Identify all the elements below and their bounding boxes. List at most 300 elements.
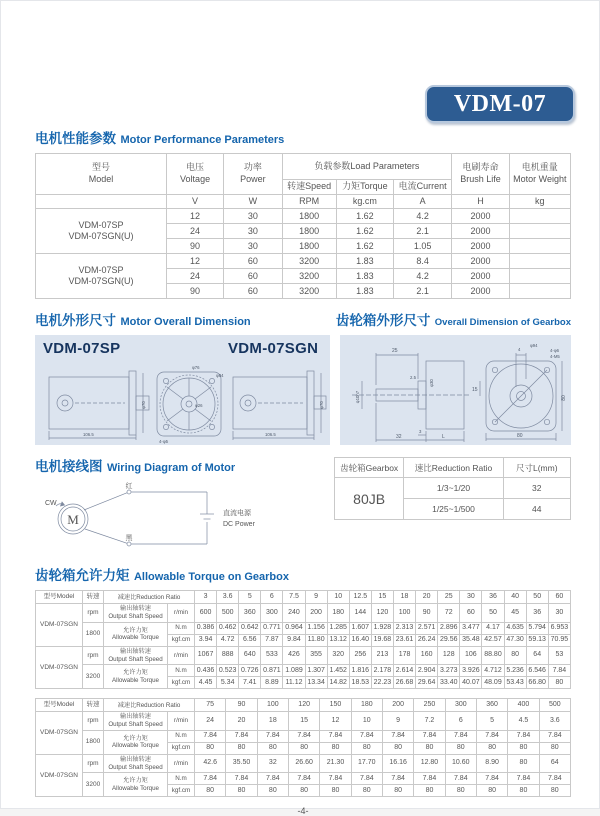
table-cell: 7.84 <box>257 773 288 785</box>
table-cell: 7.84 <box>226 773 257 785</box>
table-row <box>36 773 571 785</box>
dim-gb-L: L <box>441 434 445 441</box>
unit-brush-life: H <box>452 194 509 209</box>
table-cell: 5.236 <box>504 665 526 677</box>
table-cell: 29.64 <box>416 677 438 689</box>
motor-dimension-panel <box>35 335 330 445</box>
table-cell: 1.307 <box>305 665 327 677</box>
element <box>84 492 129 510</box>
table-cell: 80 <box>508 742 539 754</box>
element: 电机接线图 <box>35 459 103 475</box>
table-cell: 3 <box>195 591 217 604</box>
table-cell: 2000 <box>452 209 509 224</box>
table-cell: 1.62 <box>336 239 393 254</box>
table-cell: 7.84 <box>257 730 288 742</box>
table-cell: 3.273 <box>438 665 460 677</box>
table-cell: 0.964 <box>283 622 305 634</box>
table-cell: 3.926 <box>460 665 482 677</box>
table-cell <box>509 269 570 284</box>
table-cell: 0.642 <box>239 622 261 634</box>
cw-arrow-icon <box>56 502 65 506</box>
table-cell: 1.285 <box>327 622 349 634</box>
table-cell: 16.16 <box>382 754 413 773</box>
table-cell: 8.89 <box>261 677 283 689</box>
motor-front-view <box>157 372 221 436</box>
unit-voltage: V <box>166 194 223 209</box>
motor-panel-label-sp: VDM-07SP <box>43 340 121 358</box>
dim-gb-bolt-circle: φ94 <box>529 343 538 349</box>
dim-gb-shaft: φ10h7 <box>354 391 360 404</box>
table-cell: 80 <box>226 785 257 797</box>
element <box>163 425 168 430</box>
table-cell: 64 <box>526 646 548 665</box>
table-cell: 输出轴转速 Output Shaft Speed <box>104 712 168 731</box>
table-cell: 600 <box>195 604 217 623</box>
table-cell: 9.84 <box>283 634 305 646</box>
table-cell: 1.05 <box>393 239 451 254</box>
table-cell: 7.5 <box>283 591 305 604</box>
table-cell: 80 <box>548 677 570 689</box>
table-cell: 250 <box>414 699 445 712</box>
table-cell: 7.84 <box>508 773 539 785</box>
table-cell: 80 <box>226 742 257 754</box>
table-cell: 40 <box>504 591 526 604</box>
dim-motor-holes: 4-φ5 <box>159 439 168 445</box>
table-section <box>36 154 571 209</box>
table-cell: 25 <box>438 591 460 604</box>
table-cell: 13.12 <box>327 634 349 646</box>
wiring-section <box>35 455 334 558</box>
gb-model: 80JB <box>334 478 404 520</box>
motor-panel-label-sgn: VDM-07SGN <box>228 340 319 358</box>
table-cell: 48.09 <box>482 677 504 689</box>
table-section <box>36 699 571 712</box>
performance-table-body <box>36 209 571 299</box>
table-cell: 32 <box>257 754 288 773</box>
table-cell: 7.84 <box>320 730 351 742</box>
table-cell: 4.635 <box>504 622 526 634</box>
table-cell: 5.794 <box>526 622 548 634</box>
table-cell: 35.50 <box>226 754 257 773</box>
table-cell: VDM-07SGN <box>36 604 83 647</box>
table-cell: 7.84 <box>195 773 226 785</box>
table-cell: 500 <box>539 699 570 712</box>
table-cell: 2.1 <box>393 284 451 299</box>
table-cell: 2000 <box>452 239 509 254</box>
table-cell: 72 <box>438 604 460 623</box>
table-cell: 3.477 <box>460 622 482 634</box>
table-cell: 0.726 <box>239 665 261 677</box>
table-cell: 允许力矩 Allowable Torque <box>104 773 168 797</box>
table-cell <box>509 209 570 224</box>
table-cell: 80 <box>320 785 351 797</box>
table-cell: 42.57 <box>482 634 504 646</box>
table-cell: N.m <box>168 665 195 677</box>
element: Brush Life <box>460 173 501 184</box>
table-cell: 4.17 <box>482 622 504 634</box>
table-cell: 7.84 <box>548 665 570 677</box>
table-cell <box>509 224 570 239</box>
element <box>240 395 256 411</box>
table-cell: 26.60 <box>288 754 319 773</box>
table-cell: 1.83 <box>336 254 393 269</box>
table-cell: 60 <box>224 284 282 299</box>
table-row <box>334 478 570 499</box>
table-cell: 1.452 <box>327 665 349 677</box>
table-cell: 1.607 <box>349 622 371 634</box>
table-cell: r/min <box>168 604 195 623</box>
table-cell: 10.60 <box>445 754 476 773</box>
table-cell: 180 <box>327 604 349 623</box>
table-cell: VDM-07SP VDM-07SGN(U) <box>36 254 167 299</box>
dimension-titles-row <box>35 309 571 335</box>
table-cell: 型号Model <box>36 591 83 604</box>
table-cell: 26.68 <box>393 677 415 689</box>
table-cell: 80 <box>445 785 476 797</box>
table-cell: 7.84 <box>288 773 319 785</box>
table-cell: rpm <box>83 712 104 731</box>
table-cell: 26.24 <box>416 634 438 646</box>
table-cell: 7.84 <box>476 730 507 742</box>
table-cell: 3200 <box>83 773 104 797</box>
table-cell: 3200 <box>282 269 336 284</box>
table-cell: 2.313 <box>393 622 415 634</box>
table-cell: 59.13 <box>526 634 548 646</box>
table-cell: 12 <box>166 209 223 224</box>
table-cell: N.m <box>168 730 195 742</box>
table-cell: 3200 <box>282 254 336 269</box>
element: 齿轮箱允许力矩 <box>35 568 130 584</box>
table-cell: 7.84 <box>445 773 476 785</box>
table-cell: 4.2 <box>393 269 451 284</box>
table-cell: 53 <box>548 646 570 665</box>
table-cell: 30 <box>224 224 282 239</box>
table-cell: 14.82 <box>327 677 349 689</box>
table-cell: 3200 <box>282 284 336 299</box>
dim-gb-taps: 4-M5 <box>549 354 560 360</box>
table-cell: 80 <box>508 785 539 797</box>
dim-gb-holes: 4-φ6 <box>549 348 559 354</box>
col-header-voltage <box>166 154 223 195</box>
table-cell: 7.87 <box>261 634 283 646</box>
table-cell: 7.84 <box>508 730 539 742</box>
table-cell: 33.40 <box>438 677 460 689</box>
dim-gb-2-5: 2.5 <box>409 375 416 381</box>
gb-ratio-2: 1/25~1/500 <box>404 499 503 520</box>
table-cell: 6 <box>445 712 476 731</box>
table-cell: 2000 <box>452 269 509 284</box>
table-cell: 0.871 <box>261 665 283 677</box>
table-row <box>36 646 571 665</box>
table-cell: 0.771 <box>261 622 283 634</box>
table-cell: 80 <box>382 785 413 797</box>
allowable-torque-table-1 <box>35 590 571 689</box>
table-cell: 5 <box>239 591 261 604</box>
table-cell: 1800 <box>282 209 336 224</box>
table-cell: 80 <box>257 785 288 797</box>
cw-rotation-label: CW <box>45 500 57 508</box>
table-cell: 50 <box>526 591 548 604</box>
table-cell: 2.178 <box>371 665 393 677</box>
element <box>61 502 65 506</box>
table-cell: 2000 <box>452 254 509 269</box>
table-cell: 7.84 <box>195 730 226 742</box>
model-badge-text: VDM-07 <box>453 90 547 117</box>
element <box>167 387 183 399</box>
table-cell: kgf.cm <box>168 634 195 646</box>
dimension-panels <box>35 335 571 445</box>
motor-side-view-sgn <box>233 371 326 440</box>
col-header-brush-life <box>452 154 509 195</box>
table-cell: 106 <box>460 646 482 665</box>
col-header-power <box>224 154 282 195</box>
element <box>209 379 214 384</box>
table-cell: 45 <box>504 604 526 623</box>
table-cell: 7.41 <box>239 677 261 689</box>
motor-dimension-title <box>35 309 336 330</box>
table-cell: 7.84 <box>382 773 413 785</box>
table-cell: 0.436 <box>195 665 217 677</box>
table-cell: 7.84 <box>539 773 570 785</box>
element: Motor Overall Dimension <box>120 316 251 329</box>
table-cell: 60 <box>548 591 570 604</box>
element <box>544 420 549 425</box>
table-cell: 42.6 <box>195 754 226 773</box>
table-cell: 80 <box>539 785 570 797</box>
table-cell: 80 <box>288 785 319 797</box>
element <box>62 400 68 406</box>
table-cell: 640 <box>239 646 261 665</box>
dim-gb-boss: φ30 <box>428 379 434 388</box>
table-cell: 转速 <box>83 591 104 604</box>
table-row <box>36 699 571 712</box>
table-cell: 7.84 <box>476 773 507 785</box>
table-cell: 240 <box>283 604 305 623</box>
table-row <box>36 209 571 224</box>
col-header-torque: 力矩Torque <box>336 180 393 195</box>
table-cell: 18.53 <box>349 677 371 689</box>
table-cell: kgf.cm <box>168 785 195 797</box>
table-cell: 12 <box>320 712 351 731</box>
dim-gb-width: 80 <box>516 433 523 440</box>
table-row <box>36 604 571 623</box>
table-cell: 80 <box>351 785 382 797</box>
table-cell: 减速比Reduction Ratio <box>104 699 195 712</box>
table-cell: 允许力矩 Allowable Torque <box>104 622 168 646</box>
table-cell: 21.30 <box>320 754 351 773</box>
table-cell: r/min <box>168 754 195 773</box>
table-cell: 100 <box>257 699 288 712</box>
table-cell: kgf.cm <box>168 742 195 754</box>
table-cell: 7.2 <box>414 712 445 731</box>
table-cell: 66.80 <box>526 677 548 689</box>
table-cell: 1800 <box>282 239 336 254</box>
wiring-section-title <box>35 455 334 476</box>
table-cell: 3.94 <box>195 634 217 646</box>
table-cell: 80 <box>539 742 570 754</box>
table-cell: 1.816 <box>349 665 371 677</box>
table-row <box>36 754 571 773</box>
table-cell: 80 <box>476 742 507 754</box>
table-cell: 2.904 <box>416 665 438 677</box>
element: 电刷寿命 <box>462 162 499 173</box>
table-cell <box>36 194 167 209</box>
dim-gb-25: 25 <box>391 348 398 355</box>
table-cell: 19.68 <box>371 634 393 646</box>
table-cell: 7.84 <box>539 730 570 742</box>
table-cell: 4.5 <box>508 712 539 731</box>
table-cell: 1.83 <box>336 269 393 284</box>
table-cell: 18 <box>393 591 415 604</box>
element: 功率 <box>243 162 262 173</box>
gb-ratio-1: 1/3~1/20 <box>404 478 503 499</box>
dim-motor-height-sp: φ70 <box>141 401 146 410</box>
torque-section-title <box>35 564 571 585</box>
table-cell: 400 <box>508 699 539 712</box>
table-cell: 0.462 <box>217 622 239 634</box>
table-cell: 90 <box>226 699 257 712</box>
table-cell: 70.95 <box>548 634 570 646</box>
table-cell: 9 <box>305 591 327 604</box>
table-cell: 6.546 <box>526 665 548 677</box>
element: 电机重量 <box>521 162 558 173</box>
table-row <box>36 154 571 180</box>
dim-motor-shaft: φ26 <box>195 403 203 409</box>
table-cell: 7.84 <box>226 730 257 742</box>
table-cell: 1.62 <box>336 224 393 239</box>
table-cell: 80 <box>414 742 445 754</box>
table-row <box>36 665 571 677</box>
table-cell: 输出轴转速 Output Shaft Speed <box>104 604 168 623</box>
table-cell: 型号Model <box>36 699 83 712</box>
table-cell: 8.4 <box>393 254 451 269</box>
table-cell: 80 <box>195 785 226 797</box>
col-header-load-parameters: 负载参数Load Parameters <box>282 154 452 180</box>
table-cell: 24 <box>166 224 223 239</box>
table-cell: 1.83 <box>336 284 393 299</box>
torque-section <box>35 564 571 797</box>
table-cell: rpm <box>83 646 104 665</box>
table-cell: 36 <box>526 604 548 623</box>
table-cell: 2.896 <box>438 622 460 634</box>
wiring-lines <box>84 490 207 546</box>
dim-motor-length-sgn: 106.5 <box>265 432 276 438</box>
table-cell: 3.6 <box>539 712 570 731</box>
table-cell: 360 <box>239 604 261 623</box>
performance-section-title <box>35 127 571 148</box>
table-cell: 4.45 <box>195 677 217 689</box>
unit-torque: kg.cm <box>336 194 393 209</box>
table-cell: 7.84 <box>351 773 382 785</box>
motor-symbol-letter: M <box>67 512 79 528</box>
dim-motor-flange: φ76 <box>192 365 200 371</box>
dim-gb-key: 4 <box>517 347 521 353</box>
table-cell: N.m <box>168 622 195 634</box>
table-cell: 转速 <box>83 699 104 712</box>
table-cell: 6 <box>261 591 283 604</box>
table-cell: 300 <box>261 604 283 623</box>
table-cell: 144 <box>349 604 371 623</box>
table-cell: 7.84 <box>351 730 382 742</box>
table-cell: 80 <box>351 742 382 754</box>
table-cell: 1.156 <box>305 622 327 634</box>
gearbox-size-table <box>334 457 571 520</box>
table-cell: 1800 <box>83 730 104 754</box>
element <box>195 409 211 421</box>
unit-weight: kg <box>509 194 570 209</box>
unit-speed: RPM <box>282 194 336 209</box>
element <box>163 379 168 384</box>
table-cell: 输出轴转速 Output Shaft Speed <box>104 646 168 665</box>
table-cell: 8.90 <box>476 754 507 773</box>
table-cell: 64 <box>539 754 570 773</box>
element: 电机外形尺寸 <box>35 313 116 329</box>
table-cell: 355 <box>305 646 327 665</box>
gearbox-dimension-drawing <box>340 335 572 445</box>
table-cell: 7.84 <box>445 730 476 742</box>
dim-motor-length-sp: 106.5 <box>83 432 94 438</box>
page-header <box>35 1 571 127</box>
table-cell: 30 <box>224 239 282 254</box>
table-cell: 0.523 <box>217 665 239 677</box>
table-cell: 80 <box>195 742 226 754</box>
table-cell: rpm <box>83 604 104 623</box>
table-cell: 7.84 <box>414 730 445 742</box>
table-cell: 90 <box>166 239 223 254</box>
wiring-and-gearbox-row <box>35 455 571 558</box>
gearbox-dimension-title <box>336 309 571 330</box>
table-cell: 12.5 <box>349 591 371 604</box>
element <box>127 490 131 494</box>
gb-size-2: 44 <box>503 499 570 520</box>
table-cell: 12.80 <box>414 754 445 773</box>
col-header-model <box>36 154 167 195</box>
table-cell: 18 <box>257 712 288 731</box>
units-row <box>36 194 571 209</box>
table-section <box>334 458 570 478</box>
table-cell: VDM-07SP VDM-07SGN(U) <box>36 209 167 254</box>
table-cell: 23.61 <box>393 634 415 646</box>
gb-col-gearbox: 齿轮箱Gearbox <box>334 458 404 478</box>
element <box>492 368 497 373</box>
wiring-diagram <box>35 481 295 553</box>
table-row <box>334 458 570 478</box>
dc-power-label-en: DC Power <box>223 521 255 529</box>
table-cell: 24 <box>195 712 226 731</box>
table-cell: 11.12 <box>283 677 305 689</box>
table-cell: 30 <box>548 604 570 623</box>
dim-motor-bolt-circle: φ84 <box>216 373 224 379</box>
element <box>57 395 73 411</box>
table-row <box>36 730 571 742</box>
table-cell: 4.712 <box>482 665 504 677</box>
table-section <box>36 604 571 689</box>
table-cell: 88.80 <box>482 646 504 665</box>
element <box>127 542 131 546</box>
table-cell: 1.928 <box>371 622 393 634</box>
table-cell: 888 <box>217 646 239 665</box>
table-cell: 80 <box>288 742 319 754</box>
table-cell: 11.80 <box>305 634 327 646</box>
table-cell: 减速比Reduction Ratio <box>104 591 195 604</box>
table-cell: 3200 <box>83 665 104 689</box>
table-cell: 7.84 <box>320 773 351 785</box>
unit-power: W <box>224 194 282 209</box>
table-cell: 80 <box>476 785 507 797</box>
table-cell: 7.84 <box>382 730 413 742</box>
table-cell: N.m <box>168 773 195 785</box>
table-cell: 40.07 <box>460 677 482 689</box>
